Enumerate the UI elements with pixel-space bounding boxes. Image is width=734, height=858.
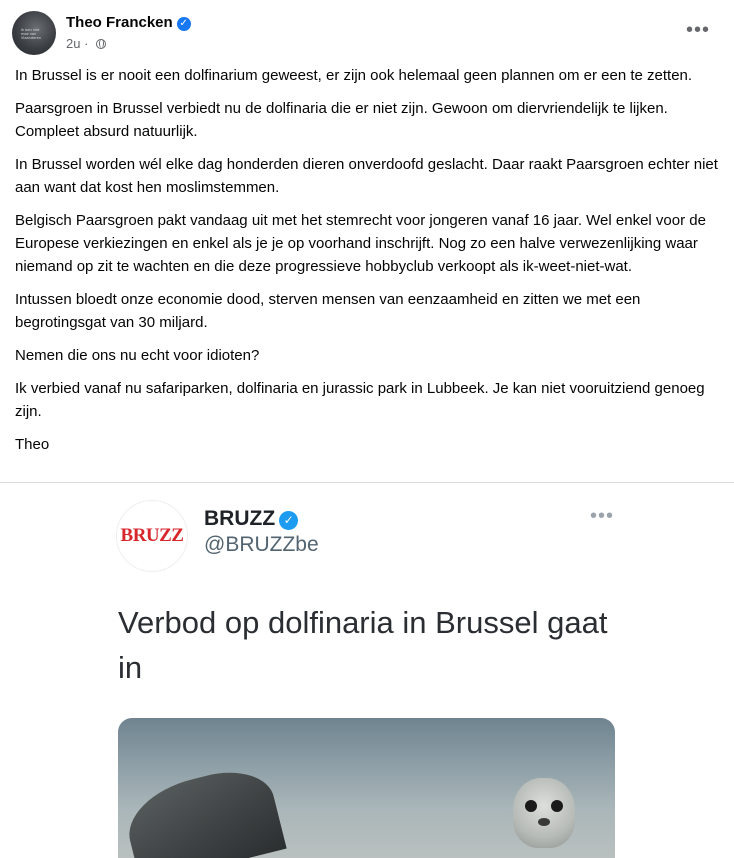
post-header: [12, 11, 722, 57]
tweet-headline: Verbod op dolfinaria in Brussel gaat in: [118, 605, 608, 685]
tweet-handle: @BRUZZbe: [204, 533, 319, 556]
post-paragraph: In Brussel worden wél elke dag honderden dieren onverdoofd geslacht. Daar raakt Paarsgroen echter niet aan want dat kost hen moslimstemmen.: [15, 156, 718, 196]
seal-eye: [525, 800, 537, 812]
embedded-tweet-image[interactable]: [0, 483, 734, 834]
verified-badge-icon: ✓: [177, 17, 191, 31]
seal-head-shape: [513, 778, 575, 848]
meta-separator: ·: [84, 36, 89, 51]
tweet-photo: [118, 718, 615, 858]
post-more-button[interactable]: •••: [685, 19, 710, 41]
post-timestamp[interactable]: 2u: [66, 36, 81, 51]
globe-icon[interactable]: [96, 39, 106, 49]
post-meta: [66, 36, 106, 51]
author-avatar[interactable]: [12, 11, 56, 55]
tweet-account-name: BRUZZ: [204, 507, 276, 530]
post-signature: Theo: [15, 436, 50, 453]
author-name-row: [66, 14, 191, 31]
bruzz-logo: BRUZZ: [116, 500, 188, 572]
seal-eye: [551, 800, 563, 812]
tweet-more-icon: •••: [590, 505, 615, 527]
post-paragraph: Nemen die ons nu echt voor idioten?: [15, 347, 260, 364]
post-paragraph: Belgisch Paarsgroen pakt vandaag uit met het stemrecht voor jongeren vanaf 16 jaar. Wel enkel voor de Europese verkiezingen en enkel als je je op voorhand inschrijft. Nog zo een halve verwezenlijking waar niemand op zit te wachten en die deze progressieve hobbyclub verkoopt als ik-weet-niet-wat.: [15, 212, 706, 275]
avatar-shirt-text: ik ben niet moe van Vlaanderen: [21, 28, 41, 40]
tweet-verified-icon: ✓: [279, 511, 298, 530]
post-paragraph: Ik verbied vanaf nu safariparken, dolfinaria en jurassic park in Lubbeek. Je kan niet vooruitziend genoeg zijn.: [15, 380, 705, 420]
tweet-account-name-row: [204, 507, 298, 531]
post-paragraph: In Brussel is er nooit een dolfinarium geweest, er zijn ook helemaal geen plannen om er een te zetten.: [15, 67, 693, 84]
post-paragraph: Intussen bloedt onze economie dood, sterven mensen van eenzaamheid en zitten we met een begrotingsgat van 30 miljard.: [15, 291, 641, 331]
author-name[interactable]: Theo Francken: [66, 14, 173, 31]
post-text: [15, 64, 723, 466]
seal-shape: [119, 761, 286, 858]
post-paragraph: Paarsgroen in Brussel verbiedt nu de dolfinaria die er niet zijn. Gewoon om diervriendelijk te lijken. Compleet absurd natuurlijk.: [15, 100, 668, 140]
seal-nose: [538, 818, 550, 826]
